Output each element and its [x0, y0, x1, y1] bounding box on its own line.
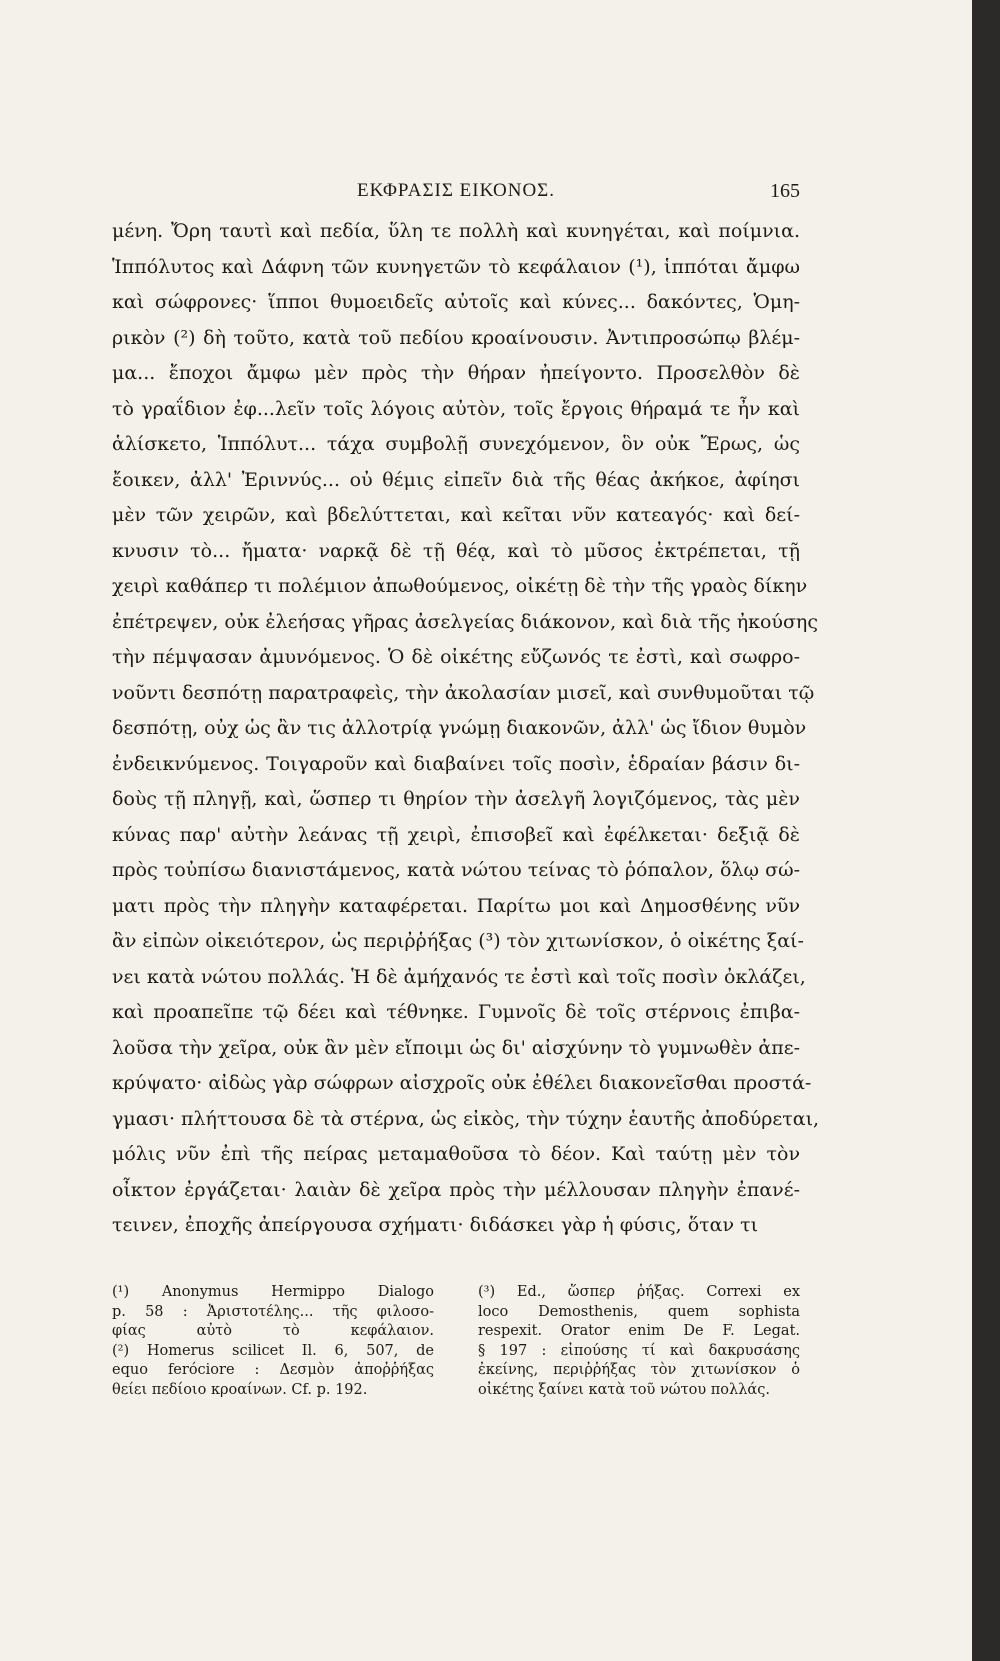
text-line: καὶ σώφρονες· ἵπποι θυμοειδεῖς αὐτοῖς καὶ κύνες... δακόντες, Ὁμη- [112, 291, 800, 313]
text-line: λοῦσα τὴν χεῖρα, οὐκ ἂν μὲν εἴποιμι ὡς δι' αἰσχύνην τὸ γυμνωθὲν ἀπε- [112, 1036, 800, 1059]
text-line: πρὸς τοὐπίσω διανιστάμενος, κατὰ νώτου τείνας τὸ ῥόπαλον, ὅλῳ σώ- [112, 859, 800, 881]
text-line: τὴν πέμψασαν ἀμυνόμενος. Ὁ δὲ οἰκέτης εὔζωνός τε ἐστὶ, καὶ σωφρο- [112, 646, 800, 668]
page-number: 165 [770, 180, 800, 202]
text-line: μένη. Ὄρη ταυτὶ καὶ πεδία, ὕλη τε πολλὴ καὶ κυνηγέται, καὶ ποίμνια. [112, 220, 800, 242]
text-line: νει κατὰ νώτου πολλάς. Ἡ δὲ ἀμήχανός τε ἐστὶ καὶ τοῖς ποσὶν ὀκλάζει, [112, 965, 806, 988]
text-line: ἔοικεν, ἀλλ' Ἐριννύς... οὐ θέμις εἰπεῖν διὰ τῆς θέας ἀκήκοε, ἀφίησι [112, 468, 800, 491]
footnote-line: ἐκείνης, περιῤῥήξας τὸν χιτωνίσκον ὁ [478, 1362, 800, 1378]
text-line: δοὺς τῇ πληγῇ, καὶ, ὥσπερ τι θηρίον τὴν ἀσελγῆ λογιζόμενος, τὰς μὲν [112, 788, 800, 810]
footnotes-right-column [478, 1283, 800, 1400]
footnote-line: p. 58 : Ἀριστοτέλης... τῆς φιλοσο- [112, 1303, 434, 1320]
running-head: ΕΚΦΡΑΣΙΣ ΕΙΚΟΝΟΣ. [357, 180, 555, 201]
text-line: καὶ προαπεῖπε τῷ δέει καὶ τέθνηκε. Γυμνοῖς δὲ τοῖς στέρνοις ἐπιβα- [112, 1001, 800, 1023]
text-line: ἐνδεικνύμενος. Τοιγαροῦν καὶ διαβαίνει τοῖς ποσὶν, ἑδραίαν βάσιν δι- [112, 752, 800, 775]
body-text [112, 214, 820, 1244]
text-line: χειρὶ καθάπερ τι πολέμιον ἀπωθούμενος, οἰκέτῃ δὲ τὴν τῆς γραὸς δίκην [112, 575, 808, 597]
footnote-line: (²) Homerus scilicet Il. 6, 507, de [112, 1342, 434, 1359]
text-line: οἶκτον ἐργάζεται· λαιὰν δὲ χεῖρα πρὸς τὴν μέλλουσαν πληγὴν ἐπανέ- [112, 1178, 800, 1201]
page-header [112, 180, 800, 210]
text-line: ματι πρὸς τὴν πληγὴν καταφέρεται. Παρίτω μοι καὶ Δημοσθένης νῦν [112, 894, 800, 917]
text-line: ἁλίσκετο, Ἱππόλυτ... τάχα συμβολῇ συνεχόμενον, ὃν οὐκ Ἔρως, ὡς [112, 433, 800, 455]
text-line: κύνας παρ' αὐτὴν λεάνας τῇ χειρὶ, ἐπισοβεῖ καὶ ἐφέλκεται· δεξιᾷ δὲ [112, 823, 800, 846]
footnote-line: respexit. Orator enim De F. Legat. [478, 1323, 800, 1339]
text-line: κνυσιν τὸ... ἤματα· ναρκᾷ δὲ τῇ θέᾳ, καὶ τὸ μῦσος ἐκτρέπεται, τῇ [112, 539, 800, 562]
text-line: Ἱππόλυτος καὶ Δάφνη τῶν κυνηγετῶν τὸ κεφάλαιον (¹), ἱππόται ἄμφω [112, 255, 800, 278]
text-line: δεσπότῃ, οὐχ ὡς ἂν τις ἀλλοτρίᾳ γνώμῃ διακονῶν, ἀλλ' ὡς ἴδιον θυμὸν [112, 717, 807, 739]
text-line: τὸ γραΐδιον ἐφ...λεῖν τοῖς λόγοις αὐτὸν, τοῖς ἔργοις θήραμά τε ἦν καὶ [112, 397, 800, 420]
text-line: ἐπέτρεψεν, οὐκ ἐλεήσας γῆρας ἀσελγείας διάκονον, καὶ διὰ τῆς ἠκούσης [112, 610, 818, 633]
scan-edge [972, 0, 1000, 1661]
text-line: κρύψατο· αἰδὼς γὰρ σώφρων αἰσχροῖς οὐκ ἐθέλει διακονεῖσθαι προστά- [112, 1072, 812, 1094]
text-line: μὲν τῶν χειρῶν, καὶ βδελύττεται, καὶ κεῖται νῦν κατεαγός· καὶ δεί- [112, 504, 800, 526]
text-line: μα... ἔποχοι ἄμφω μὲν πρὸς τὴν θήραν ἠπείγοντο. Προσελθὸν δὲ [112, 362, 800, 384]
footnote-line: equo feróciore : Δεσμὸν ἀποῤῥήξας [112, 1362, 434, 1378]
text-line: ἂν εἰπὼν οἰκειότερον, ὡς περιῤῥήξας (³) τὸν χιτωνίσκον, ὁ οἰκέτης ξαί- [112, 930, 804, 952]
footnote-line: (¹) Anonymus Hermippo Dialogo [112, 1284, 434, 1300]
footnote-line: loco Demosthenis, quem sophista [478, 1303, 800, 1320]
footnote-line: θείει πεδίοιο κροαίνων. Cf. p. 192. [112, 1381, 368, 1398]
text-line: γμασι· πλήττουσα δὲ τὰ στέρνα, ὡς εἰκὸς, τὴν τύχην ἑαυτῆς ἀποδύρεται, [112, 1107, 820, 1130]
footnote-line: § 197 : εἰπούσης τί καὶ δακρυσάσης [478, 1342, 800, 1359]
text-line: τεινεν, ἐποχῆς ἀπείργουσα σχήματι· διδάσκει γὰρ ἡ φύσις, ὅταν τι [112, 1214, 759, 1236]
footnotes-left-column [112, 1283, 434, 1400]
footnote-line: οἰκέτης ξαίνει κατὰ τοῦ νώτου πολλάς. [478, 1381, 770, 1398]
text-line: ρικὸν (²) δὴ τοῦτο, κατὰ τοῦ πεδίου κροαίνουσιν. Ἀντιπροσώπῳ βλέμ- [112, 326, 800, 349]
text-line: νοῦντι δεσπότῃ παρατραφεὶς, τὴν ἀκολασίαν μισεῖ, καὶ συνθυμοῦται τῷ [112, 681, 815, 704]
footnote-line: (³) Ed., ὥσπερ ῥήξας. Correxi ex [478, 1284, 800, 1300]
text-line: μόλις νῦν ἐπὶ τῆς πείρας μεταμαθοῦσα τὸ δέον. Καὶ ταύτῃ μὲν τὸν [112, 1143, 800, 1165]
footnote-line: φίας αὐτὸ τὸ κεφάλαιον. [112, 1323, 434, 1339]
